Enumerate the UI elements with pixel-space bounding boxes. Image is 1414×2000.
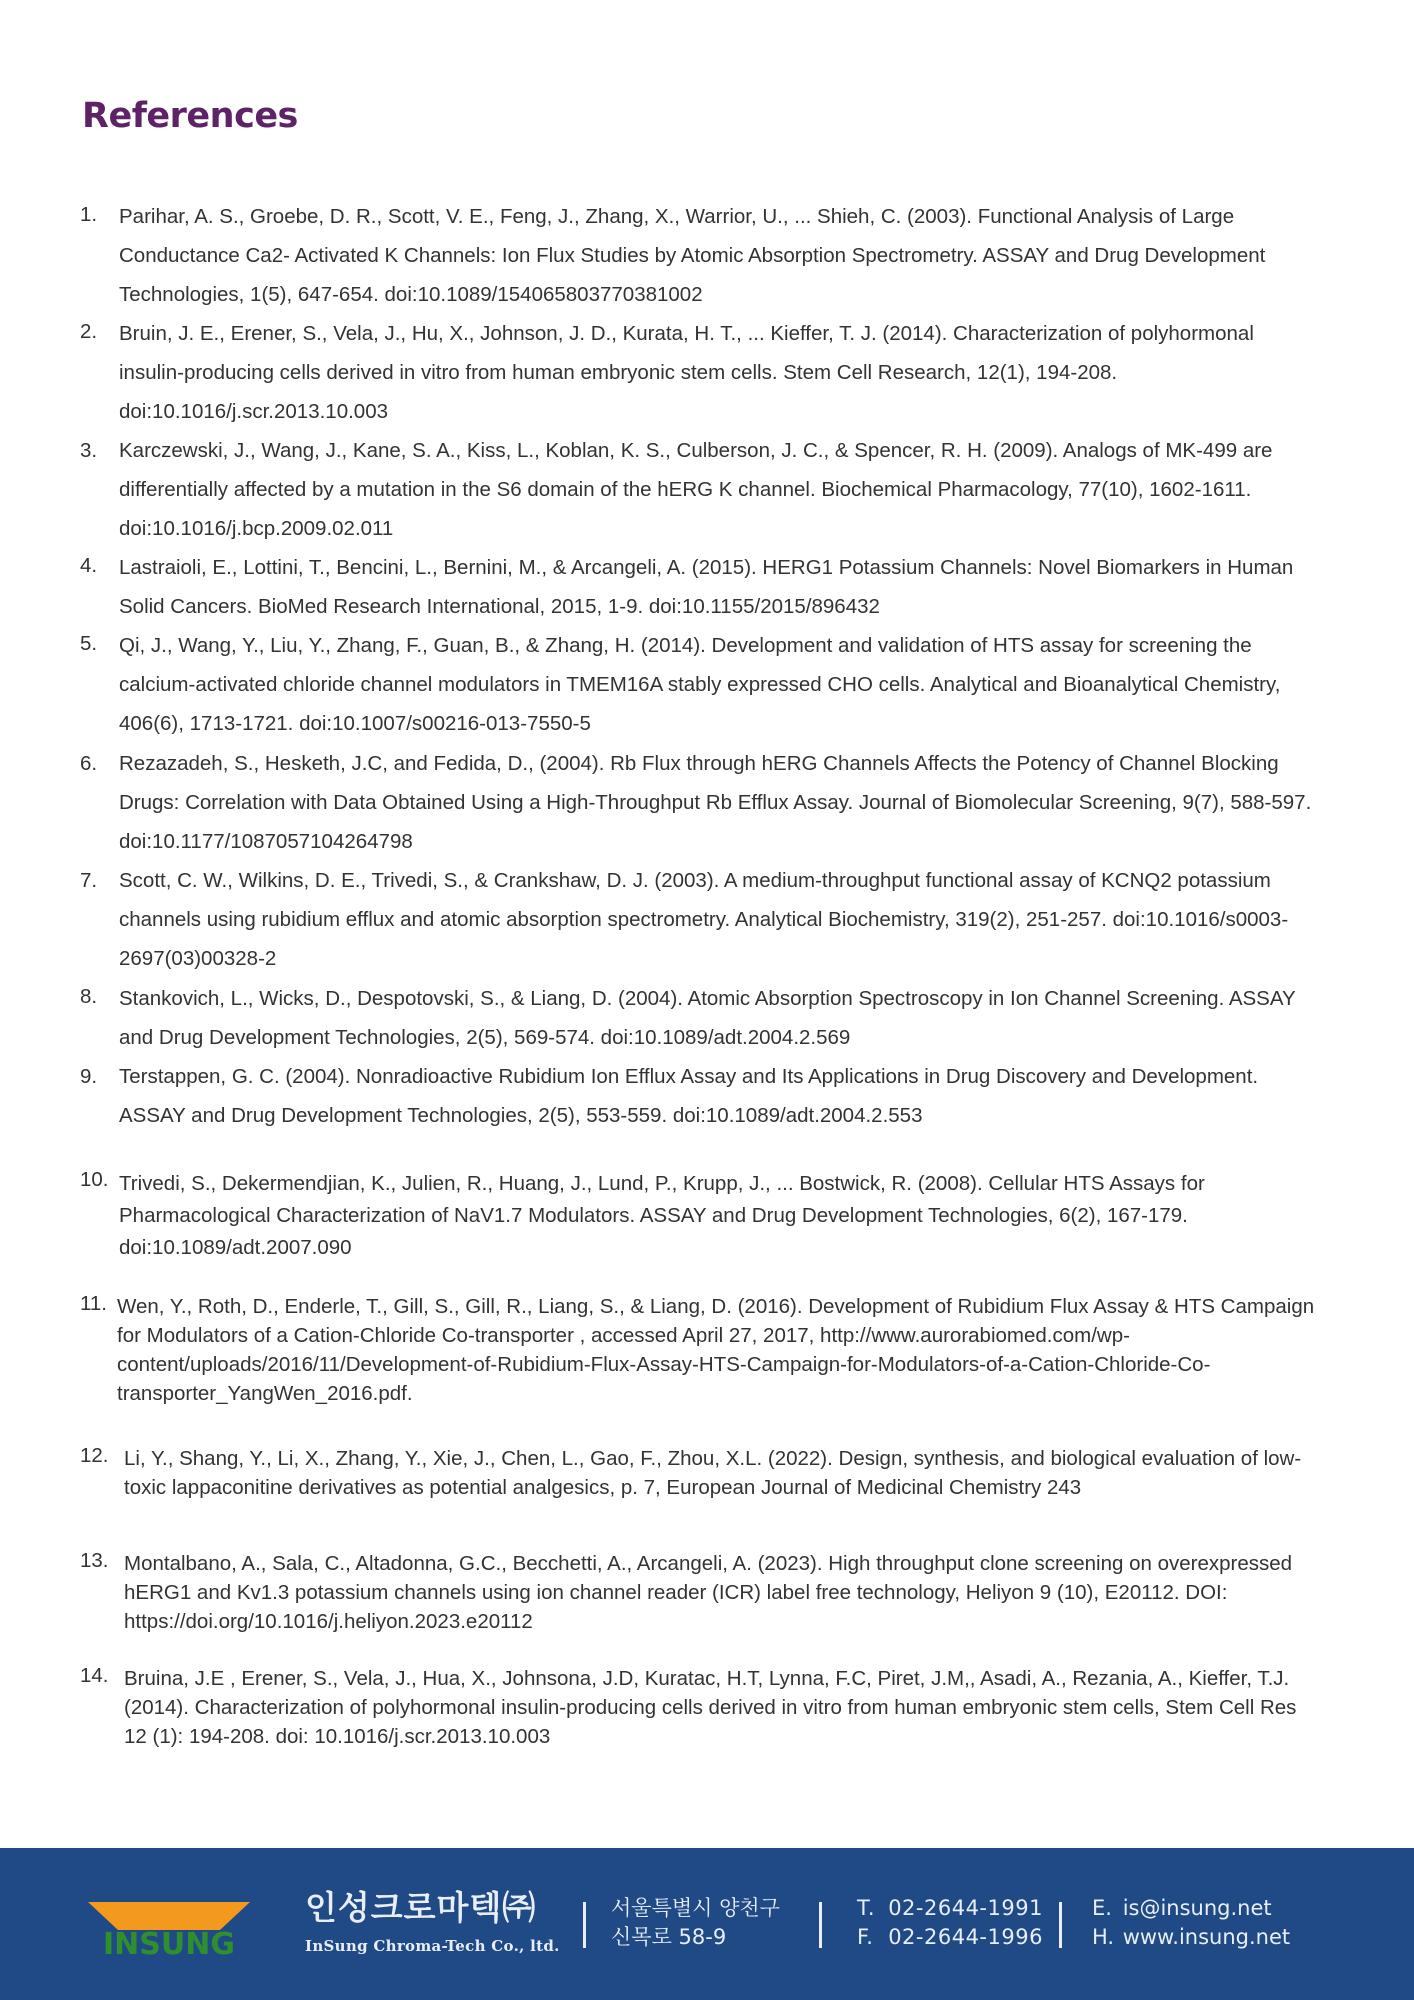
fax-label: F. <box>857 1925 874 1949</box>
reference-text: Terstappen, G. C. (2004). Nonradioactive Rubidium Ion Efflux Assay and Its Applications in Drug Discovery and Development. ASSAY and Drug Development Technologies, 2(5), 553-559. doi:10.1089/adt.2004.2.553 <box>119 1065 1259 1127</box>
reference-item <box>80 1664 1320 1751</box>
reference-text: Wen, Y., Roth, D., Enderle, T., Gill, S., Gill, R., Liang, S., & Liang, D. (2016). Development of Rubidium Flux Assay & HTS Campaign for Modulators of a Cation-Chloride Co-transporter , accessed April 27, 2017, http://www.aurorabiomed.com/wp-content/uploads/2016/11/Development-of-Rubidium-Flux-Assay-HTS-Campaign-for-Modulators-of-a-Cation-Chloride-Co-transporter_YangWen_2016.pdf. <box>117 1295 1315 1405</box>
reference-item <box>80 1549 1320 1636</box>
reference-number: 12. <box>80 1444 109 1467</box>
address-line: 신목로 58-9 <box>611 1925 727 1949</box>
reference-number: 6. <box>80 752 98 775</box>
address-line: 서울특별시 양천구 <box>611 1896 780 1920</box>
reference-number: 13. <box>80 1549 109 1572</box>
reference-text: Montalbano, A., Sala, C., Altadonna, G.C., Becchetti, A., Arcangeli, A. (2023). High throughput clone screening on overexpressed hERG1 and Kv1.3 potassium channels using ion channel reader (ICR) label free technology, Heliyon 9 (10), E20112. DOI: https://doi.org/10.1016/j.heliyon.2023.e20112 <box>124 1552 1293 1633</box>
website-url: www.insung.net <box>1122 1925 1291 1949</box>
reference-number: 10. <box>80 1168 109 1191</box>
email-address: is@insung.net <box>1122 1896 1272 1920</box>
reference-number: 4. <box>80 554 98 577</box>
fax-number: 02-2644-1996 <box>888 1925 1043 1949</box>
reference-item <box>80 626 1320 743</box>
reference-text: Bruin, J. E., Erener, S., Vela, J., Hu, X., Johnson, J. D., Kurata, H. T., ... Kieffer, T. J. (2014). Characterization of polyhormonal insulin-producing cells derived in vitro from human embryonic stem cells. Stem Cell Research, 12(1), 194-208. doi:10.1016/j.scr.2013.10.003 <box>119 322 1254 423</box>
reference-item <box>80 548 1320 626</box>
contact-block <box>1092 1894 1290 1952</box>
reference-item <box>80 1292 1320 1408</box>
reference-number: 8. <box>80 985 98 1008</box>
reference-number: 14. <box>80 1664 109 1687</box>
reference-number: 11. <box>80 1292 107 1315</box>
company-address <box>611 1894 780 1952</box>
reference-number: 9. <box>80 1065 98 1088</box>
page-title: References <box>82 96 298 136</box>
reference-item <box>80 1057 1320 1135</box>
reference-number: 7. <box>80 869 98 892</box>
email-label: E. <box>1092 1896 1112 1920</box>
reference-item <box>80 861 1320 978</box>
company-name <box>305 1882 560 1955</box>
reference-text: Lastraioli, E., Lottini, T., Bencini, L., Bernini, M., & Arcangeli, A. (2015). HERG1 Potassium Channels: Novel Biomarkers in Human Solid Cancers. BioMed Research International, 2015, 1-9. doi:10.1155/2015/896432 <box>119 556 1294 618</box>
reference-number: 2. <box>80 320 98 343</box>
reference-item <box>80 197 1320 314</box>
reference-item <box>80 744 1320 861</box>
reference-text: Stankovich, L., Wicks, D., Despotovski, S., & Liang, D. (2004). Atomic Absorption Spectroscopy in Ion Channel Screening. ASSAY and Drug Development Technologies, 2(5), 569-574. doi:10.1089/adt.2004.2.569 <box>119 987 1296 1049</box>
reference-text: Karczewski, J., Wang, J., Kane, S. A., Kiss, L., Koblan, K. S., Culberson, J. C., & Spencer, R. H. (2009). Analogs of MK-499 are differentially affected by a mutation in the S6 domain of the hERG K channel. Biochemical Pharmacology, 77(10), 1602-1611. doi:10.1016/j.bcp.2009.02.011 <box>119 439 1273 540</box>
logo-text: INSUNG <box>103 1927 235 1956</box>
reference-number: 3. <box>80 439 98 462</box>
insung-logo <box>88 1896 250 1956</box>
company-name-english: InSung Chroma-Tech Co., ltd. <box>305 1937 560 1955</box>
phone-block <box>857 1894 1043 1952</box>
reference-item <box>80 979 1320 1057</box>
reference-text: Li, Y., Shang, Y., Li, X., Zhang, Y., Xie, J., Chen, L., Gao, F., Zhou, X.L. (2022). Design, synthesis, and biological evaluation of low-toxic lappaconitine derivatives as potential analgesics, p. 7, European Journal of Medicinal Chemistry 243 <box>124 1447 1302 1499</box>
website-label: H. <box>1092 1925 1115 1949</box>
reference-text: Bruina, J.E , Erener, S., Vela, J., Hua, X., Johnsona, J.D, Kuratac, H.T, Lynna, F.C, Piret, J.M,, Asadi, A., Rezania, A., Kieffer, T.J. (2014). Characterization of polyhormonal insulin-producing cells derived in vitro from human embryonic stem cells, Stem Cell Res 12 (1): 194-208. doi: 10.1016/j.scr.2013.10.003 <box>124 1667 1297 1748</box>
divider <box>1059 1902 1062 1948</box>
phone-label: T. <box>857 1896 876 1920</box>
reference-number: 5. <box>80 632 98 655</box>
reference-text: Rezazadeh, S., Hesketh, J.C, and Fedida, D., (2004). Rb Flux through hERG Channels Affects the Potency of Channel Blocking Drugs: Correlation with Data Obtained Using a High-Throughput Rb Efflux Assay. Journal of Biomolecular Screening, 9(7), 588-597. doi:10.1177/1087057104264798 <box>119 752 1312 853</box>
reference-text: Parihar, A. S., Groebe, D. R., Scott, V. E., Feng, J., Zhang, X., Warrior, U., ... Shieh, C. (2003). Functional Analysis of Large Conductance Ca2- Activated K Channels: Ion Flux Studies by Atomic Absorption Spectrometry. ASSAY and Drug Development Technologies, 1(5), 647-654. doi:10.1089/154065803770381002 <box>119 205 1266 306</box>
reference-item <box>80 1444 1320 1502</box>
reference-text: Scott, C. W., Wilkins, D. E., Trivedi, S., & Crankshaw, D. J. (2003). A medium-throughput functional assay of KCNQ2 potassium channels using rubidium efflux and atomic absorption spectrometry. Analytical Biochemistry, 319(2), 251-257. doi:10.1016/s0003-2697(03)00328-2 <box>119 869 1289 970</box>
phone-number: 02-2644-1991 <box>888 1896 1043 1920</box>
reference-item <box>80 1168 1320 1264</box>
company-name-korean: 인성크로마텍㈜ <box>305 1888 537 1927</box>
reference-item <box>80 431 1320 548</box>
divider <box>583 1902 586 1948</box>
reference-text: Trivedi, S., Dekermendjian, K., Julien, R., Huang, J., Lund, P., Krupp, J., ... Bostwick, R. (2008). Cellular HTS Assays for Pharmacological Characterization of NaV1.7 Modulators. ASSAY and Drug Development Technologies, 6(2), 167-179. doi:10.1089/adt.2007.090 <box>119 1172 1205 1259</box>
reference-text: Qi, J., Wang, Y., Liu, Y., Zhang, F., Guan, B., & Zhang, H. (2014). Development and validation of HTS assay for screening the calcium-activated chloride channel modulators in TMEM16A stably expressed CHO cells. Analytical and Bioanalytical Chemistry, 406(6), 1713-1721. doi:10.1007/s00216-013-7550-5 <box>119 634 1281 735</box>
divider <box>819 1902 822 1948</box>
reference-item <box>80 314 1320 431</box>
reference-number: 1. <box>80 203 98 226</box>
footer-bar <box>0 1848 1414 2000</box>
